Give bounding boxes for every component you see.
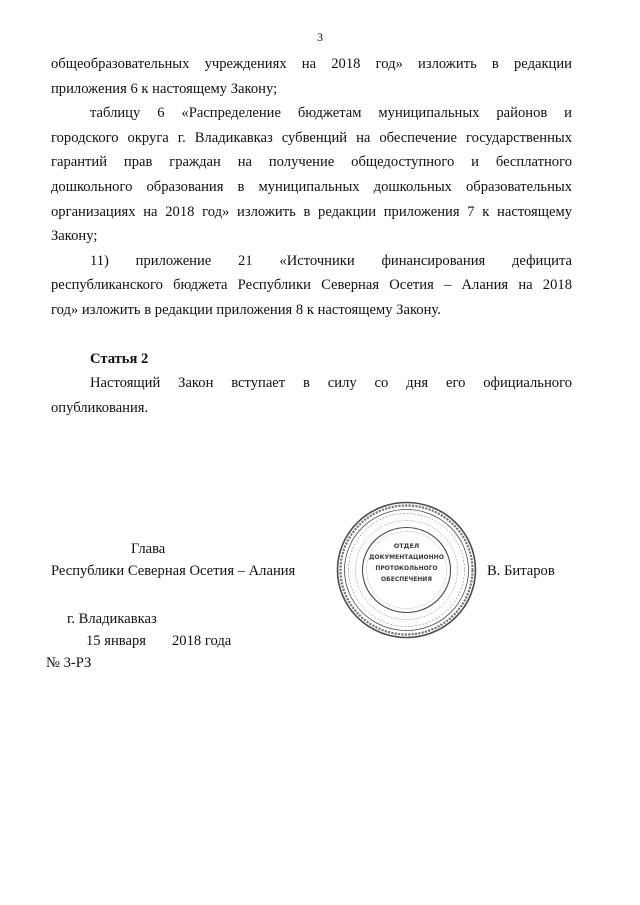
issue-date-day: 15 января bbox=[86, 633, 146, 649]
issue-city: г. Владикавказ bbox=[67, 611, 157, 627]
signatory-republic: Республики Северная Осетия – Алания bbox=[51, 563, 296, 579]
paragraph-line: год» изложить в редакции приложения 8 к настоящему Закону. bbox=[51, 301, 441, 318]
paragraph-line: Закону; bbox=[51, 228, 98, 245]
seal-center-line: ОБЕСПЕЧЕНИЯ bbox=[381, 576, 432, 583]
paragraph-line: опубликования. bbox=[51, 399, 149, 416]
issue-date-year: 2018 года bbox=[172, 633, 232, 649]
paragraph-line: городского округа г. Владикавказ субвенций на обеспечение государственных bbox=[51, 129, 572, 146]
page-number: 3 bbox=[317, 30, 323, 44]
seal-center-line: ДОКУМЕНТАЦИОННО bbox=[369, 554, 444, 561]
official-seal bbox=[335, 500, 478, 640]
document-body bbox=[51, 52, 572, 420]
document-number: № 3-РЗ bbox=[46, 655, 92, 671]
signatory-title: Глава bbox=[131, 541, 166, 557]
paragraph-line: организациях на 2018 год» изложить в редакции приложения 7 к настоящему bbox=[51, 203, 572, 220]
seal-center-line: ПРОТОКОЛЬНОГО bbox=[375, 565, 438, 572]
paragraph-line: приложения 6 к настоящему Закону; bbox=[51, 80, 278, 97]
paragraph-line: таблицу 6 «Распределение бюджетам муниципальных районов и bbox=[90, 105, 572, 122]
paragraph-line: республиканского бюджета Республики Северная Осетия – Алания на 2018 bbox=[51, 277, 572, 294]
paragraph-line: Настоящий Закон вступает в силу со дня его официального bbox=[90, 375, 572, 392]
seal-center-line: ОТДЕЛ bbox=[393, 542, 420, 550]
paragraph-line: 11) приложение 21 «Источники финансирования дефицита bbox=[90, 252, 572, 269]
article-heading: Статья 2 bbox=[90, 350, 149, 367]
signatory-name: В. Битаров bbox=[487, 563, 555, 579]
paragraph-line: дошкольного образования в муниципальных дошкольных образовательных bbox=[51, 178, 572, 195]
paragraph-line: общеобразовательных учреждениях на 2018 год» изложить в редакции bbox=[51, 56, 572, 72]
paragraph-line: гарантий прав граждан на получение общедоступного и бесплатного bbox=[51, 154, 572, 171]
